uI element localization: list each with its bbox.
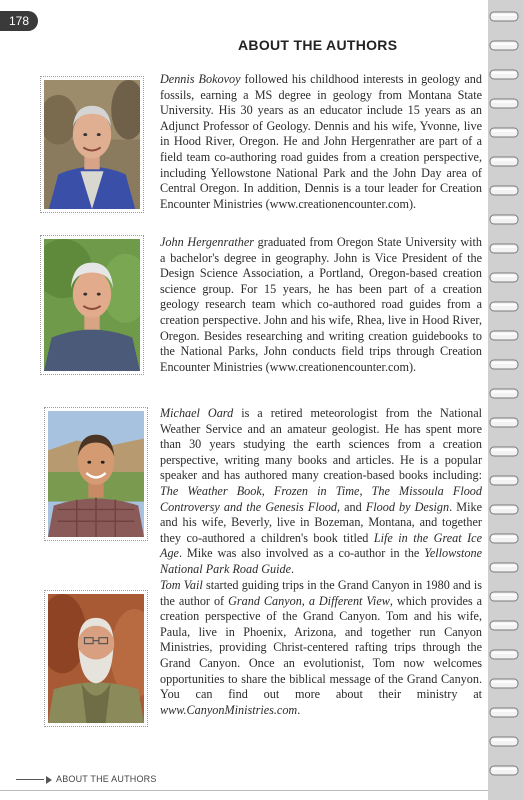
author-photo-john-hergenrather [40, 235, 144, 375]
binding-coil [490, 476, 518, 485]
binding-coil [490, 418, 518, 427]
binding-coil [490, 505, 518, 514]
binding-coil [490, 766, 518, 775]
author-bio-john-hergenrather: John Hergenrather graduated from Oregon State University with a bachelor's degree in geography. John is Vice President of the Design Science Association, a Portland, Oregon-based creation science group. For 15 years, he has been part of a creation geology research team which co-authored road guides from a creation perspective. John and his wife, Rhea, live in Hood River, Oregon. Besides researching and writing creation guidebooks to the National Parks, John conducts field trips through Creation Encounter Ministries (www.creationencounter.com). [160, 235, 482, 374]
binding-coil [490, 389, 518, 398]
binding-coil [490, 679, 518, 688]
footer-section-label: ABOUT THE AUTHORS [56, 774, 157, 784]
binding-coil [490, 621, 518, 630]
binding-coil [490, 592, 518, 601]
binding-coil [490, 99, 518, 108]
binding-coil [490, 331, 518, 340]
author-name: John Hergenrather [160, 235, 254, 249]
binding-coil [490, 128, 518, 137]
arrow-right-icon [46, 776, 52, 784]
binding-coil [490, 534, 518, 543]
author-bio-michael-oard: Michael Oard is a retired meteorologist from the National Weather Service and an amateur geologist. He has spent more than 30 years studying the earth sciences from a creation perspective, writing many books and articles. He is a popular speaker and has authored many creation-based books including: The Weather Book, Frozen in Time, The Missoula Flood Controversy and the Genesis Flood, and Flood by Design. Mike and his wife, Beverly, live in Bozeman, Montana, and together they co-authored a children's book titled Life in the Great Ice Age. Mike was also involved as a co-author in the Yellowstone National Park Road Guide. [160, 406, 482, 576]
binding-coil [490, 186, 518, 195]
binding-coil [490, 447, 518, 456]
binding-coil [490, 12, 518, 21]
binding-coil [490, 650, 518, 659]
binding-coil [490, 244, 518, 253]
binding-coil [490, 737, 518, 746]
author-photo-dennis-bokovoy [40, 76, 144, 213]
binding-coil [490, 215, 518, 224]
binding-coil [490, 70, 518, 79]
author-photo-michael-oard [44, 407, 148, 541]
binding-coil [490, 41, 518, 50]
arrow-line [16, 779, 44, 780]
binding-coil [490, 157, 518, 166]
binding-coil [490, 302, 518, 311]
author-name: Tom Vail [160, 578, 203, 592]
binding-coil [490, 360, 518, 369]
page-title: ABOUT THE AUTHORS [238, 37, 398, 53]
binding-coil [490, 273, 518, 282]
binding-coil [490, 708, 518, 717]
spiral-binding [488, 0, 523, 800]
page-footer [16, 774, 157, 784]
binding-coil [490, 563, 518, 572]
page-number: 178 [0, 11, 38, 31]
author-bio-dennis-bokovoy: Dennis Bokovoy followed his childhood interests in geology and fossils, earning a MS degree in geology from Montana State University. His 30 years as an educator include 15 years as an Adjunct Professor of Geology. Dennis and his wife, Yvonne, live in Hood River, Oregon. He and John Hergenrather are part of a field team co-authoring road guides from a creation perspective, including Yellowstone National Park and the John Day area of Central Oregon. In addition, Dennis is a tour leader for Creation Encounter Ministries (www.creationencounter.com). [160, 72, 482, 211]
author-name: Michael Oard [160, 406, 234, 420]
author-name: Dennis Bokovoy [160, 72, 241, 86]
footer-divider [0, 790, 488, 791]
ministry-website: www.CanyonMinistries.com [160, 702, 298, 717]
author-bio-tom-vail: Tom Vail started guiding trips in the Grand Canyon in 1980 and is the author of Grand Canyon, a Different View, which provides a creation perspective of the Grand Canyon. Tom and his wife, Paula, live in Phoenix, Arizona, and together run Canyon Ministries, providing Christ-centered rafting trips through the Grand Canyon. Once an evolutionist, Tom now welcomes opportunities to share the biblical message of the Grand Canyon. You can find out more about their ministry at www.CanyonMinistries.com. [160, 578, 482, 717]
author-photo-tom-vail [44, 590, 148, 727]
